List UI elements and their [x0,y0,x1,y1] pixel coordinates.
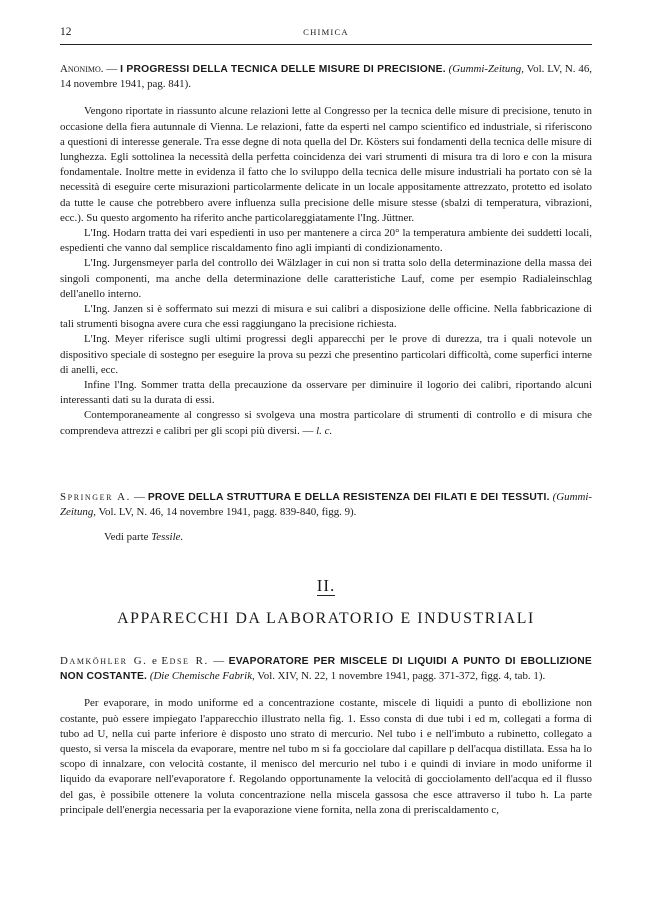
entry-heading [60,490,592,520]
entry-journal: (Gummi-Zeitung, [448,63,524,75]
entry-dash: — [213,655,225,667]
entry-citation: Vol. LV, N. 46, 14 novembre 1941, pag. 841). [60,63,593,91]
paragraph-text: Contemporaneamente al congresso si svolgeva una mostra particolare di strumenti di controllo e di misura che comprendeva attrezzi e calibri per gli scopi più diversi. — [60,409,592,437]
page-number: 12 [60,26,72,38]
entry-citation: Vol. LV, N. 46, 14 novembre 1941, pagg. 839-840, figg. 9). [98,506,357,519]
entry-damkohler [60,654,592,818]
header-rule [60,44,592,45]
section-number: II. [316,576,336,595]
entry-dash: — [133,491,145,503]
entry-signature: l. c. [316,424,333,437]
entry-dash: — [106,63,118,75]
entry-author: Damköhler G. [60,655,148,667]
journal-title: CHIMICA [303,27,349,37]
entry-body [60,696,592,818]
entry-anonimo [60,62,592,439]
entry-title: PROVE DELLA STRUTTURA E DELLA RESISTENZA DEI FILATI E DEI TESSUTI. [147,492,550,503]
entry-springer [60,490,592,545]
entry-author: Anonimo. [60,63,104,75]
see-also-prefix: Vedi parte [104,531,149,544]
section-title: APPARECCHI DA LABORATORIO E INDUSTRIALI [117,610,535,627]
entry-heading [60,62,592,92]
paragraph-last [60,408,592,438]
paragraph: L'Ing. Meyer riferisce sugli ultimi progressi degli apparecchi per le prove di durezza, tra i quali notevole un dispositivo speciale di sostegno per eseguire la prova su pezzi che presentino particolari difficoltà, come superfici interne di anelli, ecc. [60,333,592,376]
paragraph: Infine l'Ing. Sommer tratta della precauzione da osservare per diminuire il logorio dei calibri, riportando alcuni interessanti dati su la durata di essi. [60,379,592,407]
paragraph: L'Ing. Janzen si è soffermato sui mezzi di misura e sui calibri a disposizione delle officine. Nella fabbricazione di tali strumenti bisogna avere cura che essi raggiungano la precisione richiesta. [60,303,592,331]
entry-body [60,104,592,438]
entry-title: I PROGRESSI DELLA TECNICA DELLE MISURE DI PRECISIONE. [120,64,446,75]
paragraph: L'Ing. Hodarn tratta dei vari espedienti in uso per mantenere a circa 20° la temperatura ambiente dei suddetti locali, espedienti che vanno dal semplice riscaldamento fino agli impianti di condizionamento. [60,227,592,255]
entry-journal: (Die Chemische Fabrik, [149,670,255,683]
paragraph: Per evaporare, in modo uniforme ed a concentrazione costante, miscele di liquidi a punto di ebollizione non costante, può essere impiegato l'apparecchio illustrato nella fig. 1. Esso consta di due tubi i ed m, collegati a forma di tubo ad U, nella cui parte inferiore è disposto uno strato di mercurio. Nel tubo i e nell'imbuto a rubinetto, collegato a questo, si versa la miscela da evaporare, mentre nel tubo m si fa gocciolare dal capillare p dell'acqua distillata. Essa ha lo scopo di innalzare, con velocità costante, il menisco del mercurio nel tubo i e quindi di inviare in modo uniforme il liquido da evaporare nell'evaporatore f. Regolando opportunamente la velocità di gocciolamento dell'acqua ed il flusso del gas, è possibile ottenere la voluta concentrazione nella miscela gassosa che esce attraverso il tubo h. La parte principale dell'energia necessaria per la evaporazione viene fornita, nella zona di preriscaldamento c, [60,697,592,816]
paragraph: L'Ing. Jurgensmeyer parla del controllo dei Wälzlager in cui non si tratta solo della determinazione della massa dei singoli componenti, ma anche della determinazione delle caratteristiche Lauf, come per esempio Radialeinschlag dell'anello interno. [60,257,592,300]
entry-heading [60,654,592,684]
entry-author: Springer A. [60,491,131,503]
see-also [60,530,592,545]
entry-conj: e [151,655,157,667]
see-also-target: Tessile. [151,531,184,544]
entry-citation: Vol. XIV, N. 22, 1 novembre 1941, pagg. 371-372, figg. 4, tab. 1). [257,670,546,683]
entry-title: EVAPORATORE PER MISCELE DI LIQUIDI A PUNTO DI EBOLLIZIONE NON COSTANTE. [60,656,592,683]
entry-journal: (Gummi-Zeitung, [60,491,592,519]
paragraph: Vengono riportate in riassunto alcune relazioni lette al Congresso per la tecnica delle misure di precisione, tenuto in occasione della fiera autunnale di Vienna. Le relazioni, fatte da esperti nel campo scientifico ed industriale, si riferiscono a questioni di interesse generale. Tra esse degne di nota quella del Dr. Kösters sui fondamenti della tecnica delle misure di lunghezza. Egli sottolinea la necessità della perfetta coincidenza dei vari strumenti di misura tra di loro e con la misura fondamentale. Inoltre mette in evidenza il fatto che lo sviluppo della tecnica delle misure industriali ha portato con sè la necessità di eseguire certe misurazioni particolarmente delicate in un locale appositamente attrezzato, protetto ed isolato da tutte le cause che potrebbero avere influenza sulla precisione delle misure stesse (sbalzi di temperatura, vibrazioni, ecc.). Su questo argomento ha riferito anche particolareggiatamente l'Ing. Jüttner. [60,105,592,224]
entry-coauthor: Edse R. [161,655,209,667]
running-head [60,26,592,40]
